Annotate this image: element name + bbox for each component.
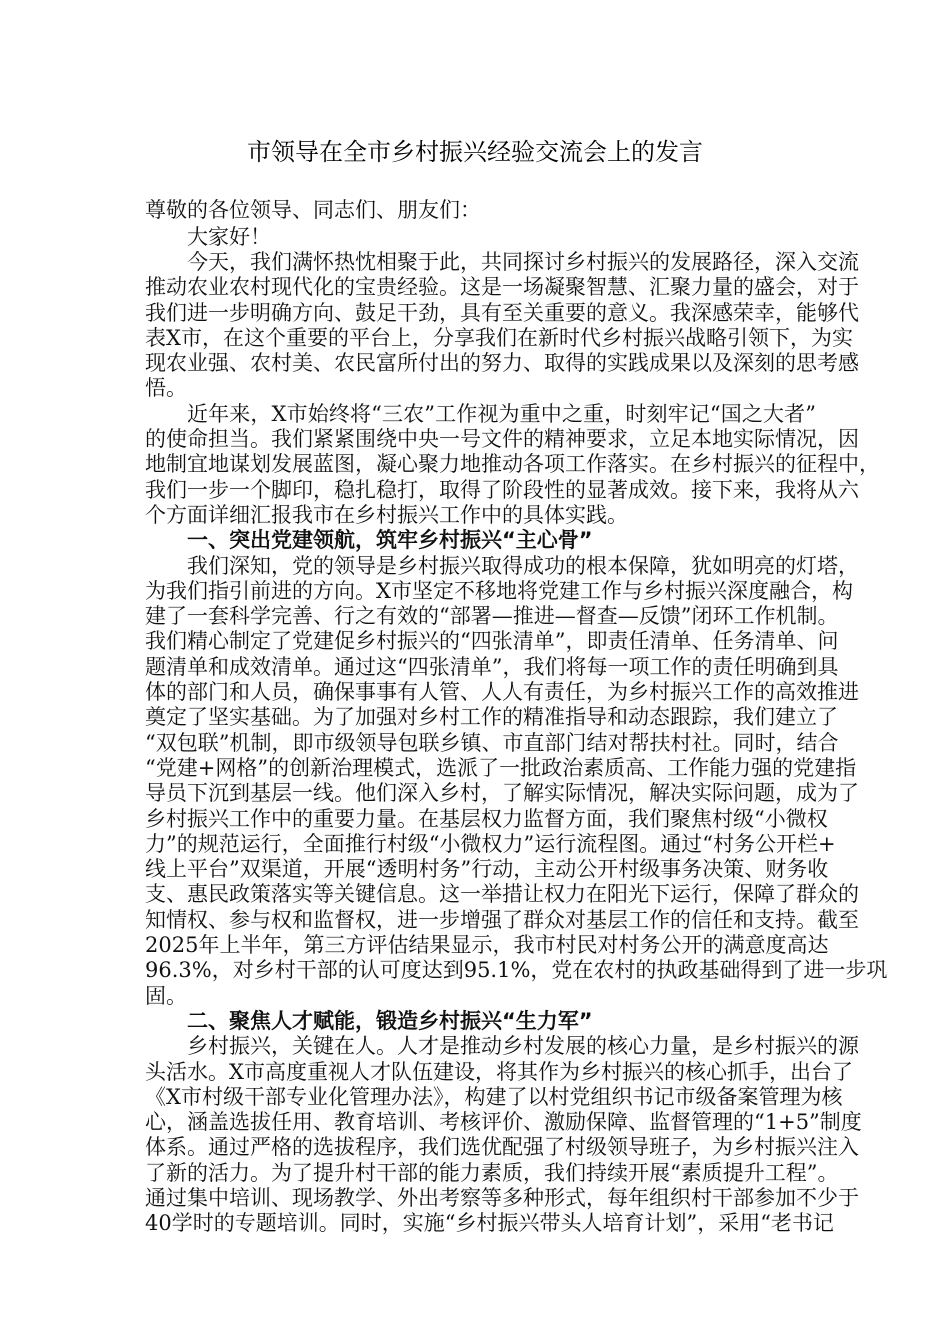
section-heading (145, 1009, 816, 1034)
text-line: 推动农业农村现代化的宝贵经验。这是一场凝聚智慧、汇聚力量的盛会，对于 (145, 275, 859, 300)
text-line: 乡村振兴工作中的重要力量。在基层权力监督方面，我们聚焦村级“小微权 (145, 806, 828, 831)
text-line: 建了一套科学完善、行之有效的“部署—推进—督查—反馈”闭环工作机制。 (145, 604, 839, 629)
text-paragraph (145, 1034, 862, 1236)
text-line: 近年来，X市始终将“三农”工作视为重中之重，时刻牢记“国之大者” (187, 401, 816, 426)
text-line: 我们深知，党的领导是乡村振兴取得成功的根本保障，犹如明亮的灯塔， (187, 553, 859, 578)
text-line: 头活水。X市高度重视人才队伍建设，将其作为乡村振兴的核心抓手，出台了 (145, 1059, 853, 1084)
text-line: 96.3%，对乡村干部的认可度达到95.1%，党在农村的执政基础得到了进一步巩 (145, 958, 888, 983)
text-line: 通过集中培训、现场教学、外出考察等多种形式，每年组织村干部参加不少于 (145, 1185, 859, 1210)
text-line: 今天，我们满怀热忱相聚于此，共同探讨乡村振兴的发展路径，深入交流 (187, 250, 859, 274)
text-line: 体的部门和人员，确保事事有人管、人人有责任，为乡村振兴工作的高效推进 (145, 680, 859, 705)
text-line: 力”的规范运行，全面推行村级“小微权力”运行流程图。通过“村务公开栏+ (145, 831, 836, 856)
text-line: 我们进一步明确方向、鼓足干劲，具有至关重要的意义。我深感荣幸，能够代 (145, 300, 859, 325)
text-line: 地制宜地谋划发展蓝图，凝心聚力地推动各项工作落实。在乡村振兴的征程中， (145, 452, 880, 477)
text-line: 2025年上半年，第三方评估结果显示，我市村民对村务公开的满意度高达 (145, 933, 829, 958)
text-paragraph (145, 250, 859, 402)
text-line: “党建+网格”的创新治理模式，选派了一批政治素质高、工作能力强的党建指 (145, 755, 857, 780)
text-line: 乡村振兴，关键在人。人才是推动乡村发展的核心力量，是乡村振兴的源 (187, 1034, 859, 1059)
text-line: 体系。通过严格的选拔程序，我们选优配强了村级领导班子，为乡村振兴注入 (145, 1135, 859, 1160)
document-body (145, 197, 888, 1237)
text-line: 心，涵盖选拔任用、教育培训、考核评价、激励保障、监督管理的“1+5”制度 (145, 1110, 862, 1135)
text-line: 《X市村级干部专业化管理办法》，构建了以村党组织书记市级备案管理为核 (145, 1084, 843, 1109)
text-line: 导员下沉到基层一线。他们深入乡村，了解实际情况，解决实际问题，成为了 (145, 781, 859, 806)
text-line: 知情权、参与权和监督权，进一步增强了群众对基层工作的信任和支持。截至 (145, 907, 859, 932)
text-paragraph (145, 401, 880, 528)
text-line: 40学时的专题培训。同时，实施“乡村振兴带头人培育计划”，采用“老书记 (145, 1211, 834, 1236)
text-line: 奠定了坚实基础。为了加强对乡村工作的精准指导和动态跟踪，我们建立了 (145, 705, 838, 730)
section-heading (145, 528, 816, 553)
text-line: 的使命担当。我们紧紧围绕中央一号文件的精神要求，立足本地实际情况，因 (145, 427, 859, 452)
text-line: 题清单和成效清单。通过这“四张清单”，我们将每一项工作的责任明确到具 (145, 654, 839, 679)
text-line: 支、惠民政策落实等关键信息。这一举措让权力在阳光下运行，保障了群众的 (145, 882, 859, 907)
text-line: 悟。 (145, 376, 187, 401)
text-line: “双包联”机制，即市级领导包联乡镇、市直部门结对帮扶村社。同时，结合 (145, 730, 839, 755)
text-line: 大家好！ (187, 224, 271, 249)
text-line: 一、突出党建领航，筑牢乡村振兴“主心骨” (187, 528, 593, 553)
text-line: 了新的活力。为了提升村干部的能力素质，我们持续开展“素质提升工程”。 (145, 1160, 839, 1185)
text-line: 二、聚焦人才赋能，锻造乡村振兴“生力军” (187, 1008, 593, 1033)
greeting-paragraph (145, 224, 816, 251)
text-line: 个方面详细汇报我市在乡村振兴工作中的具体实践。 (145, 502, 628, 527)
text-line: 尊敬的各位领导、同志们、朋友们： (145, 198, 481, 222)
text-line: 我们一步一个脚印，稳扎稳打，取得了阶段性的显著成效。接下来，我将从六 (145, 477, 859, 502)
text-line: 为我们指引前进的方向。X市坚定不移地将党建工作与乡村振兴深度融合，构 (145, 578, 853, 603)
text-line: 现农业强、农村美、农民富所付出的努力、取得的实践成果以及深刻的思考感 (145, 351, 859, 376)
text-line: 固。 (145, 983, 187, 1008)
text-line: 表X市，在这个重要的平台上，分享我们在新时代乡村振兴战略引领下，为实 (145, 325, 853, 350)
salutation-paragraph (145, 197, 816, 224)
document-title: 市领导在全市乡村振兴经验交流会上的发言 (247, 138, 703, 166)
text-line: 线上平台”双渠道，开展“透明村务”行动，主动公开村级事务决策、财务收 (145, 857, 829, 882)
text-paragraph (145, 553, 888, 1009)
text-line: 我们精心制定了党建促乡村振兴的“四张清单”，即责任清单、任务清单、问 (145, 629, 839, 654)
